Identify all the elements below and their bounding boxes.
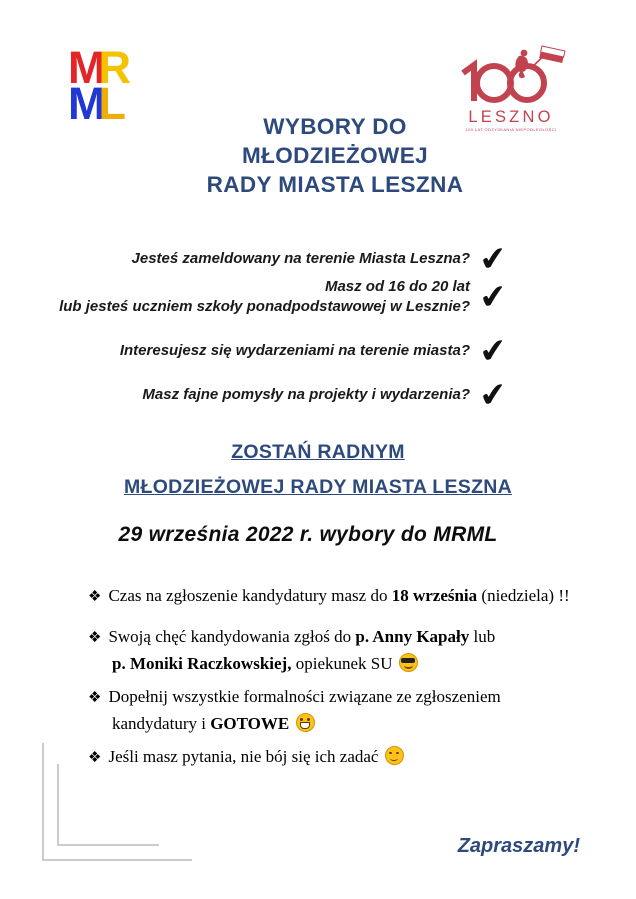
leszno-digit-0-icon bbox=[477, 66, 511, 100]
leszno-digit-1-icon bbox=[463, 65, 474, 101]
checklist-question bbox=[58, 249, 470, 269]
checkmark-icon: ✔ bbox=[477, 373, 509, 416]
diamond-bullet-icon: ❖ bbox=[88, 589, 102, 605]
bullet-text bbox=[108, 687, 500, 733]
bullet-text bbox=[108, 586, 569, 605]
checklist-question-line: Interesujesz się wydarzeniami na terenie miasta? bbox=[119, 341, 470, 359]
diamond-bullet-icon: ❖ bbox=[88, 690, 102, 706]
text-segment: GOTOWE bbox=[210, 714, 290, 733]
checklist-row bbox=[58, 277, 516, 316]
leszno-rider-body-icon bbox=[515, 56, 528, 72]
text-segment: lub bbox=[469, 627, 496, 646]
text-segment: opiekunek SU bbox=[291, 654, 397, 673]
mrml-letter-r-yellow: R bbox=[98, 42, 124, 93]
text-segment: Czas na zgłoszenie kandydatury masz do bbox=[108, 586, 392, 605]
text-segment: Swoją chęć kandydowania zgłoś do bbox=[108, 627, 356, 646]
mrml-letter-l-yellow: L bbox=[98, 78, 119, 129]
checklist-question bbox=[58, 341, 470, 361]
title-line-1: WYBORY DO bbox=[263, 114, 407, 139]
text-segment: (niedziela) !! bbox=[477, 586, 570, 605]
mrml-letter-m-red: M bbox=[68, 42, 99, 93]
grinning-emoji bbox=[296, 713, 315, 732]
text-segment: p. Moniki Raczkowskiej, bbox=[112, 654, 292, 673]
call-to-action-heading-2: MŁODZIEŻOWEJ RADY MIASTA LESZNA bbox=[123, 476, 513, 498]
text-segment: Jeśli masz pytania, nie bój się ich zadać bbox=[108, 747, 383, 766]
call-to-action-heading-1: ZOSTAŃ RADNYM bbox=[231, 441, 405, 463]
smiling-emoji bbox=[385, 746, 404, 765]
checkmark-icon: ✔ bbox=[477, 237, 509, 280]
leszno-tagline-text: 100 LAT ODZYSKANIA NIEPODLEGŁOŚCI bbox=[465, 127, 557, 132]
bullet-text bbox=[108, 627, 495, 673]
leszno-rider-head-icon bbox=[521, 50, 528, 57]
election-date-line: 29 września 2022 r. wybory do MRML bbox=[118, 523, 498, 546]
text-segment: kandydatury i bbox=[112, 714, 211, 733]
checkmark-icon: ✔ bbox=[477, 329, 509, 372]
poster-title bbox=[34, 112, 636, 199]
mrml-letter-m-blue: M bbox=[68, 78, 99, 129]
text-segment: Dopełnij wszystkie formalności związane ze zgłoszeniem bbox=[108, 687, 501, 706]
checklist-row bbox=[58, 237, 516, 280]
bullet-item bbox=[88, 624, 604, 676]
checklist-question bbox=[58, 385, 470, 405]
checklist-question-line: Masz fajne pomysły na projekty i wydarzenia? bbox=[142, 385, 470, 403]
checkmark-icon: ✔ bbox=[477, 275, 509, 318]
corner-decoration-inner bbox=[57, 764, 159, 846]
text-segment: 18 września bbox=[391, 586, 478, 605]
leszno-rider-leg-icon bbox=[519, 72, 525, 78]
checklist-question bbox=[58, 277, 470, 316]
checklist-question-line: Jesteś zameldowany na terenie Miasta Leszna? bbox=[131, 249, 470, 267]
checklist-row bbox=[58, 373, 516, 416]
sunglasses-emoji bbox=[399, 653, 418, 672]
leszno-digit-0-icon bbox=[510, 66, 544, 100]
diamond-bullet-icon: ❖ bbox=[88, 750, 102, 766]
bullet-item bbox=[88, 684, 604, 736]
bullet-item bbox=[88, 583, 604, 610]
checklist-question-line: Masz od 16 do 20 lat bbox=[324, 278, 470, 295]
title-line-3: RADY MIASTA LESZNA bbox=[206, 172, 464, 197]
diamond-bullet-icon: ❖ bbox=[88, 630, 102, 646]
closing-text: Zapraszamy! bbox=[457, 835, 580, 857]
checklist-row bbox=[58, 329, 516, 372]
text-segment bbox=[289, 714, 293, 733]
text-segment: p. Anny Kapały bbox=[355, 627, 470, 646]
checklist-question-line: lub jesteś uczniem szkoły ponadpodstawowej w Lesznie? bbox=[59, 297, 470, 315]
title-line-2: MŁODZIEŻOWEJ bbox=[241, 143, 429, 168]
leszno-city-text: LESZNO bbox=[468, 108, 554, 126]
